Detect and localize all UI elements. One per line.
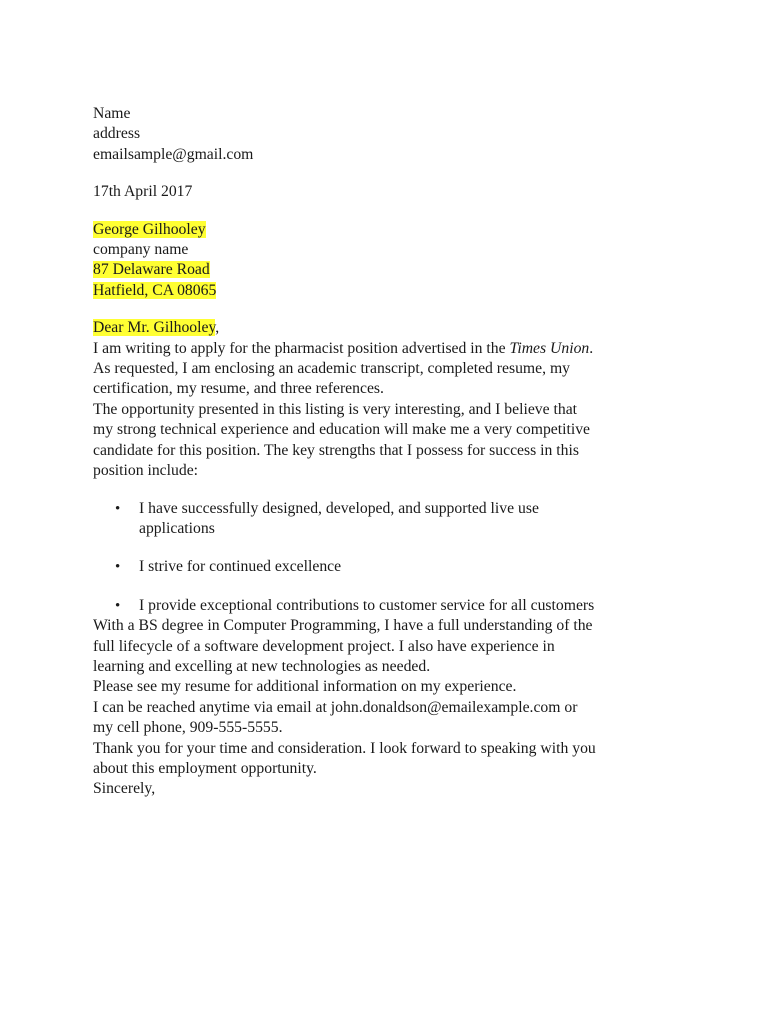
salutation xyxy=(93,318,693,338)
opportunity-line-1: The opportunity presented in this listing is very interesting, and I believe that xyxy=(93,400,578,418)
bullet-2-line-1: I strive for continued excellence xyxy=(139,558,342,576)
sender-address: address xyxy=(93,125,141,143)
bullet-icon: • xyxy=(115,500,121,517)
recipient-company: company name xyxy=(93,241,189,259)
degree-line-3: learning and excelling at new technologies as needed. xyxy=(93,657,431,675)
recipient-name: George Gilhooley xyxy=(93,220,206,238)
recipient-city: Hatfield, CA 08065 xyxy=(93,281,217,299)
strengths-list xyxy=(93,499,693,617)
paragraph-thanks xyxy=(93,739,693,780)
bullet-1-line-1: I have successfully designed, developed, and supported live use xyxy=(139,499,539,517)
list-item xyxy=(93,557,693,577)
sender-block xyxy=(93,104,693,165)
paragraph-intro xyxy=(93,339,693,400)
opportunity-line-4: position include: xyxy=(93,462,199,480)
opportunity-line-2: my strong technical experience and education will make me a very competitive xyxy=(93,421,591,439)
list-item xyxy=(93,596,693,616)
bullet-3-line-1: I provide exceptional contributions to customer service for all customers xyxy=(139,596,595,614)
bullet-icon: • xyxy=(115,597,121,614)
list-item xyxy=(93,499,693,540)
paragraph-opportunity xyxy=(93,400,693,482)
resume-line-1: Please see my resume for additional information on my experience. xyxy=(93,678,517,696)
recipient-block xyxy=(93,220,693,302)
thanks-line-1: Thank you for your time and consideration. I look forward to speaking with you xyxy=(93,739,596,757)
intro-line-1-end: . xyxy=(589,339,594,357)
publication-name: Times Union xyxy=(509,339,590,357)
contact-line-1: I can be reached anytime via email at john.donaldson@emailexample.com or xyxy=(93,698,578,716)
letter-page xyxy=(93,104,693,800)
bullet-1-line-2: applications xyxy=(139,519,215,537)
closing-text: Sincerely, xyxy=(93,780,156,798)
intro-line-2: As requested, I am enclosing an academic transcript, completed resume, my xyxy=(93,360,570,378)
closing xyxy=(93,779,693,799)
salutation-punct: , xyxy=(215,319,220,337)
salutation-text: Dear Mr. Gilhooley xyxy=(93,319,216,337)
degree-line-2: full lifecycle of a software development project. I also have experience in xyxy=(93,637,555,655)
contact-line-2: my cell phone, 909-555-5555. xyxy=(93,719,283,737)
degree-line-1: With a BS degree in Computer Programming, I have a full understanding of the xyxy=(93,617,593,635)
opportunity-line-3: candidate for this position. The key strengths that I possess for success in this xyxy=(93,441,579,459)
bullet-icon: • xyxy=(115,559,121,576)
thanks-line-2: about this employment opportunity. xyxy=(93,759,317,777)
letter-date xyxy=(93,182,693,202)
intro-line-3: certification, my resume, and three references. xyxy=(93,380,384,398)
date-text: 17th April 2017 xyxy=(93,183,193,201)
paragraph-resume xyxy=(93,677,693,697)
sender-name: Name xyxy=(93,105,131,122)
paragraph-degree xyxy=(93,616,693,677)
intro-line-1: I am writing to apply for the pharmacist position advertised in the xyxy=(93,339,510,357)
paragraph-contact xyxy=(93,698,693,739)
sender-email: emailsample@gmail.com xyxy=(93,145,254,163)
recipient-street: 87 Delaware Road xyxy=(93,261,210,279)
